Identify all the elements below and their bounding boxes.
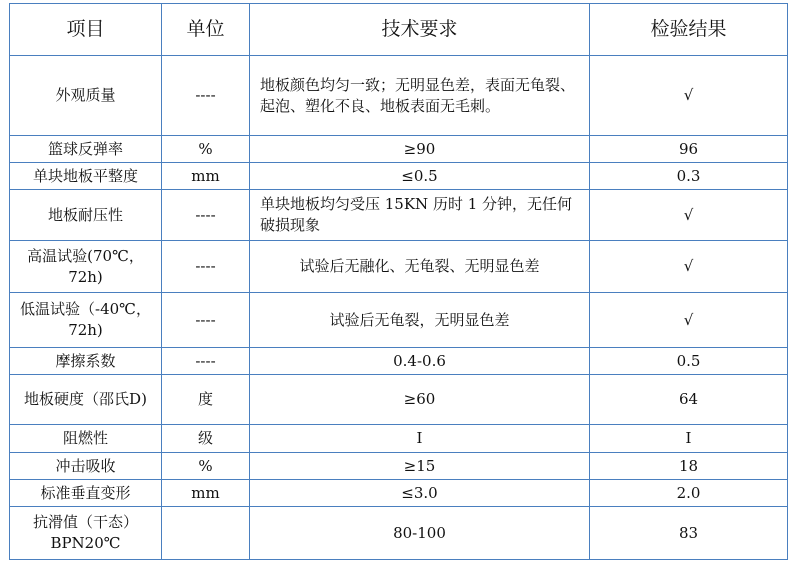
unit-cell bbox=[162, 507, 250, 560]
requirement-cell: 单块地板均匀受压 15KN 历时 1 分钟，无任何破损现象 bbox=[250, 190, 590, 241]
result-cell: 18 bbox=[590, 453, 788, 480]
table-row bbox=[10, 425, 788, 453]
requirement-cell: ≤0.5 bbox=[250, 163, 590, 190]
result-cell: √ bbox=[590, 56, 788, 136]
result-cell: 0.5 bbox=[590, 348, 788, 375]
unit-cell: ---- bbox=[162, 348, 250, 375]
result-cell: 0.3 bbox=[590, 163, 788, 190]
unit-cell: % bbox=[162, 136, 250, 163]
requirement-cell: ≥15 bbox=[250, 453, 590, 480]
result-cell: 96 bbox=[590, 136, 788, 163]
table-row bbox=[10, 190, 788, 241]
unit-cell: mm bbox=[162, 480, 250, 507]
requirement-cell: ≥90 bbox=[250, 136, 590, 163]
unit-cell: % bbox=[162, 453, 250, 480]
inspection-table bbox=[9, 3, 788, 560]
unit-cell: 级 bbox=[162, 425, 250, 453]
item-cell: 阻燃性 bbox=[10, 425, 162, 453]
result-cell: 83 bbox=[590, 507, 788, 560]
requirement-cell: ≤3.0 bbox=[250, 480, 590, 507]
item-cell: 标准垂直变形 bbox=[10, 480, 162, 507]
result-cell: I bbox=[590, 425, 788, 453]
table-row bbox=[10, 241, 788, 293]
item-cell: 摩擦系数 bbox=[10, 348, 162, 375]
table-row bbox=[10, 136, 788, 163]
result-cell: 64 bbox=[590, 375, 788, 425]
table-row bbox=[10, 348, 788, 375]
item-cell: 外观质量 bbox=[10, 56, 162, 136]
table-row bbox=[10, 480, 788, 507]
requirement-cell: 地板颜色均匀一致；无明显色差，表面无龟裂、起泡、塑化不良、地板表面无毛刺。 bbox=[250, 56, 590, 136]
table-row bbox=[10, 375, 788, 425]
item-cell: 抗滑值（干态）BPN20℃ bbox=[10, 507, 162, 560]
header-row bbox=[10, 4, 788, 56]
unit-cell: ---- bbox=[162, 293, 250, 348]
result-cell: √ bbox=[590, 241, 788, 293]
header-result: 检验结果 bbox=[590, 4, 788, 56]
table-row bbox=[10, 56, 788, 136]
item-cell: 单块地板平整度 bbox=[10, 163, 162, 190]
unit-cell: ---- bbox=[162, 190, 250, 241]
item-cell: 篮球反弹率 bbox=[10, 136, 162, 163]
result-cell: √ bbox=[590, 293, 788, 348]
unit-cell: ---- bbox=[162, 241, 250, 293]
header-unit: 单位 bbox=[162, 4, 250, 56]
unit-cell: 度 bbox=[162, 375, 250, 425]
item-cell: 地板硬度（邵氏D) bbox=[10, 375, 162, 425]
requirement-cell: 0.4-0.6 bbox=[250, 348, 590, 375]
unit-cell: ---- bbox=[162, 56, 250, 136]
result-cell: √ bbox=[590, 190, 788, 241]
table-row bbox=[10, 163, 788, 190]
requirement-cell: 试验后无龟裂，无明显色差 bbox=[250, 293, 590, 348]
item-cell: 高温试验(70℃，72h) bbox=[10, 241, 162, 293]
table-row bbox=[10, 453, 788, 480]
item-cell: 冲击吸收 bbox=[10, 453, 162, 480]
unit-cell: mm bbox=[162, 163, 250, 190]
requirement-cell: I bbox=[250, 425, 590, 453]
requirement-cell: 试验后无融化、无龟裂、无明显色差 bbox=[250, 241, 590, 293]
requirement-cell: 80-100 bbox=[250, 507, 590, 560]
header-item: 项目 bbox=[10, 4, 162, 56]
item-cell: 地板耐压性 bbox=[10, 190, 162, 241]
table-row bbox=[10, 293, 788, 348]
requirement-cell: ≥60 bbox=[250, 375, 590, 425]
header-requirement: 技术要求 bbox=[250, 4, 590, 56]
table-row bbox=[10, 507, 788, 560]
item-cell: 低温试验（-40℃，72h) bbox=[10, 293, 162, 348]
result-cell: 2.0 bbox=[590, 480, 788, 507]
